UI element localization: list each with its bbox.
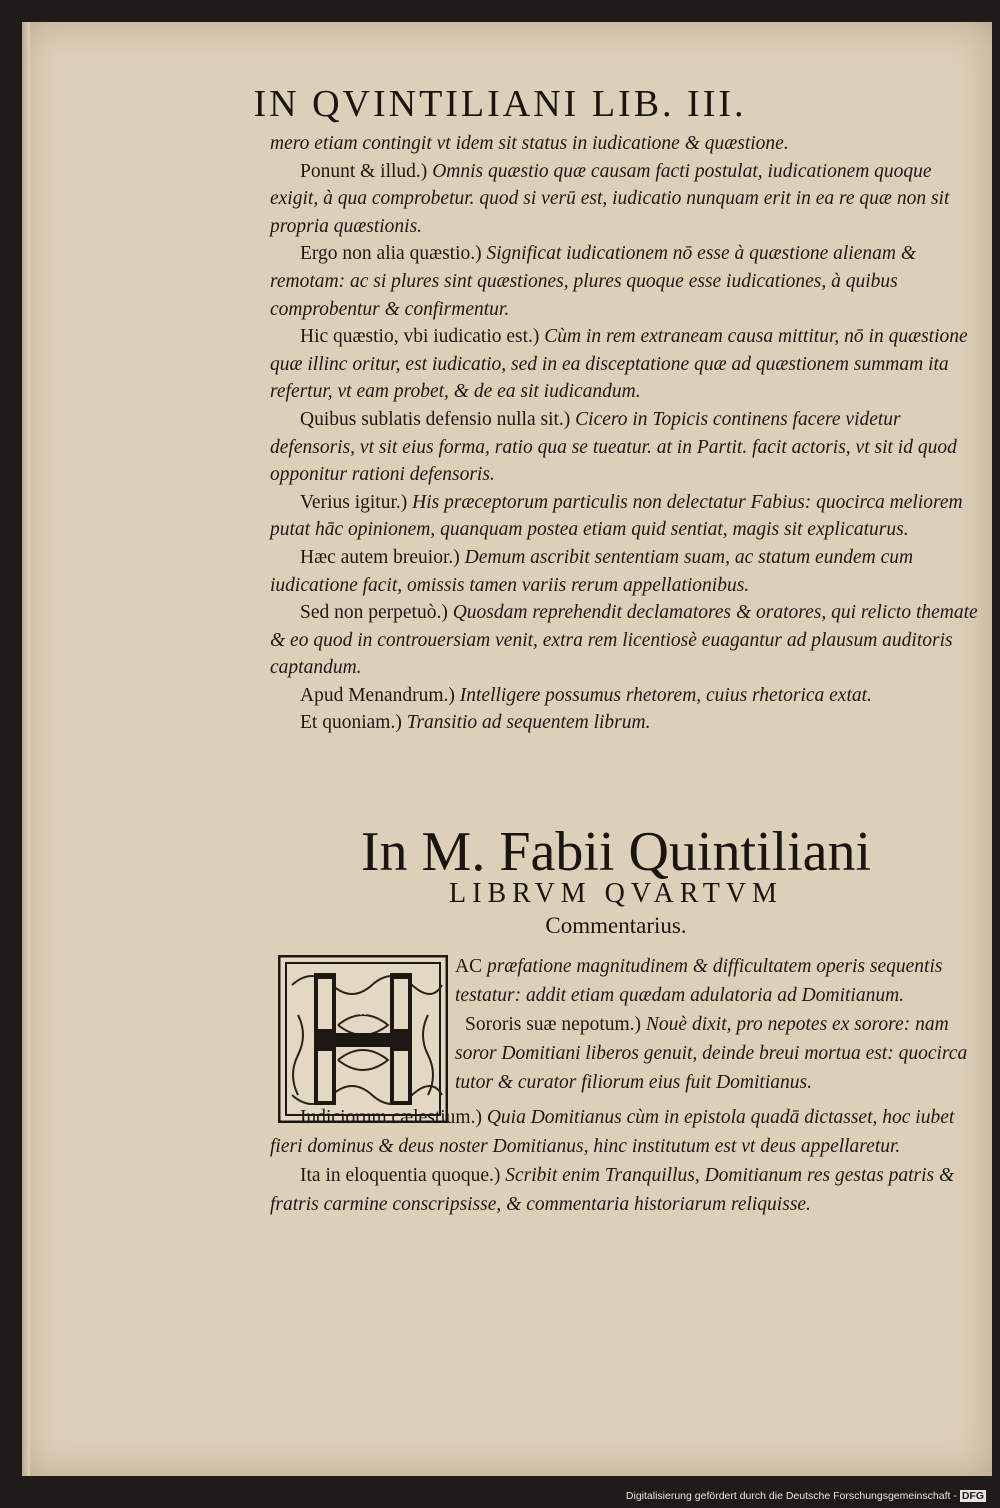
comment-text: Omnis quæstio quæ causam facti postulat, iudicationem quoque exigit, à qua comprobetur. quod si verū est, iudicatio nunquam erit in ea re quæ non sit propria quæstionis.: [270, 160, 950, 237]
page-gutter: [22, 22, 30, 1476]
paragraph: [270, 130, 980, 158]
paragraph: [270, 406, 980, 489]
book-heading: In M. Fabii Quintiliani: [360, 821, 872, 883]
comment-text: Cùm in rem extraneam causa mittitur, nō in quæstione quæ illinc oritur, est iudicatio, sed in ea disceptatione quæ ad quæstionem summam ita refertur, vt eam probet, & de ea sit iudicandum.: [270, 326, 968, 403]
dfg-logo: DFG: [961, 1490, 984, 1502]
lemma: Et quoniam.): [300, 712, 402, 734]
paragraph: [270, 544, 980, 599]
paragraph: [270, 1161, 982, 1219]
paragraph: [270, 709, 980, 737]
comment-text: Nouè dixit, pro nepotes ex sorore: nam soror Domitiani liberos genuit, deinde breui mortua est: quocirca tutor & curator filiorum eius fuit Domitianus.: [455, 1014, 968, 1093]
comment-text: His præceptorum particulis non delectatur Fabius: quocirca meliorem putat hāc opinionem, quanquam postea etiam quid sentiat, magis sit explicaturus.: [270, 491, 963, 541]
paragraph: [270, 489, 980, 544]
comment-text: Scribit enim Tranquillus, Domitianum res gestas patris & fratris carmine conscripsisse, & commentaria historiarum reliquisse.: [270, 1165, 955, 1215]
paragraph: [270, 158, 980, 241]
comment-text: Demum ascribit sententiam suam, ac statum eundem cum iudicatione facit, omissis tamen variis rerum appellationibus.: [270, 546, 914, 596]
commentary-top: [270, 130, 980, 737]
paragraph: [270, 323, 980, 406]
lemma: Sororis suæ nepotum.): [465, 1014, 642, 1035]
paragraph: [455, 952, 982, 1010]
lemma: Hic quæstio, vbi iudicatio est.): [300, 326, 540, 348]
paragraph: [270, 682, 980, 710]
lemma: Ponunt & illud.): [300, 160, 428, 182]
comment-text: mero etiam contingit vt idem sit status in iudicatione & quæstione.: [270, 133, 789, 154]
comment-text: Quosdam reprehendit declamatores & oratores, qui relicto themate & eo quod in controuersiam venit, extra rem licentiosè euagantur ad plausum auditoris captandum.: [270, 602, 978, 679]
paragraph: [455, 1010, 982, 1097]
comment-text: Transitio ad sequentem librum.: [406, 712, 651, 734]
lemma: Ergo non alia quæstio.): [300, 243, 482, 265]
comment-text: præfatione magnitudinem & difficultatem operis sequentis testatur: addit etiam quædam adulatoria ad Domitianum.: [455, 956, 943, 1006]
lemma: Quibus sublatis defensio nulla sit.): [300, 408, 571, 430]
lemma: Sed non perpetuò.): [300, 602, 448, 624]
paragraph: [270, 1103, 982, 1161]
lemma: Ita in eloquentia quoque.): [300, 1165, 501, 1186]
initial-letter: H: [359, 1007, 367, 1018]
lemma: AC: [455, 956, 483, 977]
digitization-footer: [626, 1490, 986, 1502]
footer-text: Digitalisierung gefördert durch die Deutsche Forschungsgemeinschaft -: [625, 1490, 957, 1502]
lemma: Apud Menandrum.): [300, 684, 455, 706]
running-head: IN QVINTILIANI LIB. III.: [253, 83, 747, 125]
lemma: Iudiciorum cælestium.): [300, 1107, 482, 1128]
book-subheading-commentarius: Commentarius.: [545, 913, 687, 938]
paragraph: [270, 240, 980, 323]
comment-text: Significat iudicationem nō esse à quæstione alienam & remotam: ac si plures sint quæstiones, plures quoque esse iudicationes, à quibus comprobentur & confirmentur.: [270, 243, 916, 320]
comment-text: Cicero in Topicis continens facere videtur defensoris, vt sit eius forma, ratio qua se tueatur. at in Partit. facit actoris, vt sit id quod opponitur rationi defensoris.: [270, 408, 957, 486]
comment-text: Intelligere possumus rhetorem, cuius rhetorica extat.: [459, 684, 872, 706]
lemma: Hæc autem breuior.): [300, 546, 460, 568]
comment-text: Quia Domitianus cùm in epistola quadā dictasset, hoc iubet fieri dominus & deus noster Domitianus, hinc institutum est vt deus appellaretur.: [270, 1107, 955, 1157]
book-subheading: LIBRVM QVARTVM: [449, 878, 783, 909]
lemma: Verius igitur.): [300, 491, 408, 513]
commentary-book-four: [270, 952, 982, 1219]
paragraph: [270, 599, 980, 682]
